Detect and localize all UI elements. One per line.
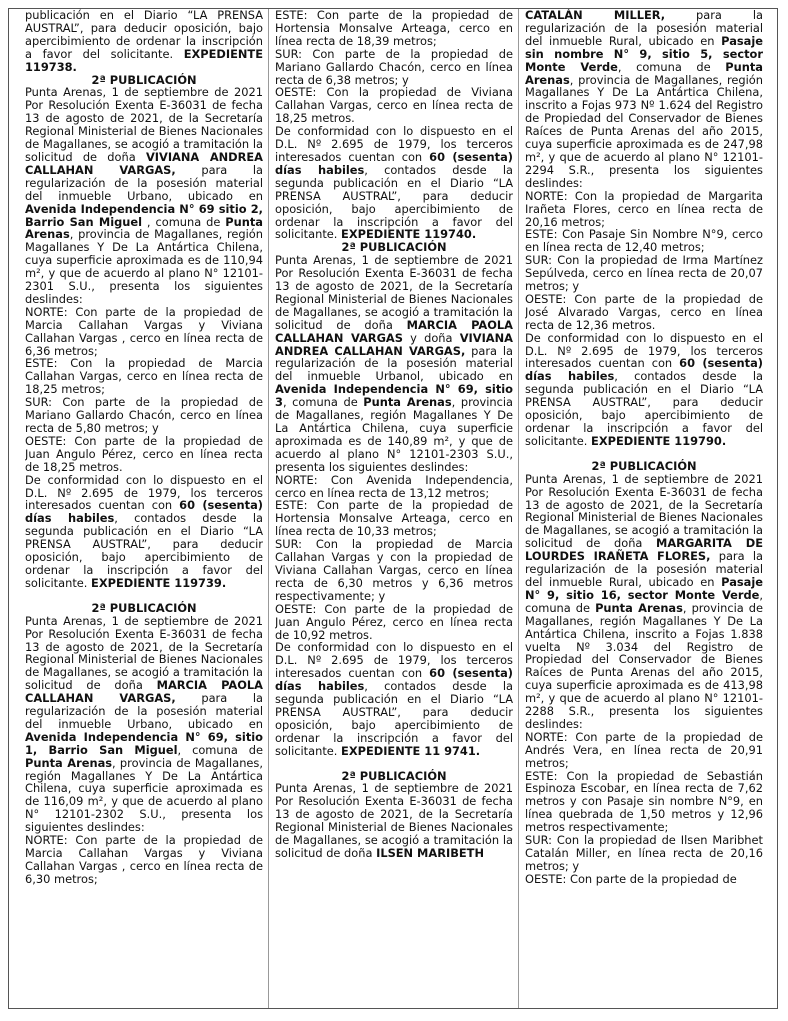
text-run: , comuna de — [617, 59, 726, 74]
text-run: OESTE: Con parte de la propiedad de Juan Angulo Pérez, cerco en línea recta de 18,25 metros. — [25, 433, 263, 474]
text-run: NORTE: Con parte de la propiedad de Marcia Callahan Vargas y Viviana Callahan Vargas , cerco en línea recta de 6,36 metros; — [25, 304, 263, 358]
bold-text: MARGARITA DE LOURDES IRAÑETA FLORES, — [525, 536, 763, 564]
text-run: publicación en el Diario “LA PRENSA AUSTRAL”, para deducir oposición, bajo apercibimiento de ordenar la inscripción a favor del solicitante. — [25, 9, 263, 61]
text-run: , provincia de Magallanes, región Magallanes Y De La Antártica Chilena, inscrito a Fojas 1.838 vuelta Nº 3.034 del Registro de Propiedad del Conservador de Bienes Raíces de Punta Arenas del año 2015, cuya superficie aproximada es de 413,98 m², y que de acuerdo al plano N° 12101-2288 S.R., presenta los siguientes deslindes: — [525, 600, 763, 731]
bold-text: 60 (sesenta) días habiles — [25, 498, 263, 526]
text-run: NORTE: Con la propiedad de Margarita Irañeta Flores, cerco en línea recta de 20,16 metros; — [525, 188, 763, 229]
bold-text: Pasaje N° 9, sitio 16, sector Monte Verde — [525, 574, 763, 602]
notice-paragraph — [275, 9, 513, 48]
notice-paragraph — [275, 603, 513, 642]
bold-text: EXPEDIENTE 11 9741. — [341, 743, 481, 758]
column-1 — [25, 9, 263, 886]
notice-paragraph — [525, 473, 763, 731]
text-run: para la regularización de la posesión material del inmueble Urbano, ubicado en — [25, 691, 263, 731]
text-run: SUR: Con la propiedad de Irma Martínez Sepúlveda, cerco en línea recta de 20,07 metros; y — [525, 253, 763, 294]
bold-text: Avenida Independencia N° 69, sitio 1, Barrio San Miguel — [25, 729, 263, 757]
text-run: para la regularización de la posesión material del inmueble Urbanol, ubicado en — [275, 343, 513, 384]
text-run: , provincia de Magallanes, región Magallanes Y De La Antártica Chilena, cuya superficie aproximada es de 140,89 m², y que de acuerdo al plano N° 12101-2303 S.U., presenta los siguientes deslindes: — [275, 395, 513, 474]
text-run: OESTE: Con parte de la propiedad de Juan Angulo Pérez, cerco en línea recta de 10,92 metros. — [275, 601, 513, 642]
column-3 — [525, 9, 763, 886]
notice-paragraph — [275, 86, 513, 125]
text-run: , provincia de Magallanes, región Magallanes Y De La Antártica Chilena, cuya superficie aproximada es de 110,94 m², y que de acuerdo al plano N° 12101-2301 S.U., presenta los siguientes deslindes: — [25, 227, 263, 306]
bold-text: MARCIA PAOLA CALLAHAN VARGAS, — [25, 678, 263, 706]
notice-paragraph — [275, 538, 513, 603]
bold-text: Punta Arenas — [525, 59, 763, 87]
bold-text: Avenida Independencia N° 69, sitio 3 — [275, 382, 513, 410]
bold-text: 60 (sesenta) días habiles — [275, 149, 513, 177]
notice-paragraph — [525, 293, 763, 332]
text-run: ESTE: Con la propiedad de Marcia Callahan Vargas, cerco en línea recta de 18,25 metros; — [25, 356, 263, 397]
text-run: NORTE: Con Avenida Independencia, cerco en línea recta de 13,12 metros; — [275, 472, 513, 500]
bold-text: MARCIA PAOLA CALLAHAN VARGAS — [275, 317, 513, 345]
text-run: Punta Arenas, 1 de septiembre de 2021 Por Resolución Exenta E-36031 de fecha 13 de agosto de 2021, de la Secretaría Regional Ministerial de Bienes Nacionales de Magallanes, se acogió a tramitación la solicitud de doña — [25, 85, 263, 164]
text-run: Punta Arenas, 1 de septiembre de 2021 Por Resolución Exenta E-36031 de fecha 13 de agosto de 2021, de la Secretaría Regional Ministerial de Bienes Nacionales de Magallanes, se acogió a tramitación la solicitud de doña — [275, 253, 513, 332]
notice-paragraph — [525, 228, 763, 254]
notice-paragraph — [25, 474, 263, 590]
text-run: Punta Arenas, 1 de septiembre de 2021 Por Resolución Exenta E-36031 de fecha 13 de agosto de 2021, de la Secretaría Regional Ministerial de Bienes Nacionales de Magallanes, se acogió a tramitación la solicitud de doña — [275, 781, 513, 860]
notice-paragraph — [525, 770, 763, 835]
text-run: , contados desde la segunda publicación en el Diario “LA PRENSA AUSTRAL”, para deducir oposición, bajo apercibimiento de ordenar la inscripción a favor del solicitante. — [525, 369, 763, 448]
bold-text: Punta Arenas — [25, 755, 113, 770]
text-run: Punta Arenas, 1 de septiembre de 2021 Por Resolución Exenta E-36031 de fecha 13 de agosto de 2021, de la Secretaría Regional Ministerial de Bienes Nacionales de Magallanes, se acogió a tramitación la solicitud de doña — [525, 471, 763, 551]
notice-paragraph — [25, 306, 263, 358]
text-run: , comuna de — [525, 587, 763, 615]
bold-text: Punta Arenas — [363, 395, 452, 410]
bold-text: EXPEDIENTE 119739. — [91, 575, 227, 590]
notice-paragraph — [25, 9, 263, 74]
notice-paragraph — [25, 86, 263, 305]
notice-paragraph — [525, 731, 763, 770]
notice-paragraph — [275, 499, 513, 538]
text-run: , comuna de — [282, 395, 364, 410]
notice-paragraph — [25, 396, 263, 435]
bold-text: 60 (sesenta) días habiles — [275, 666, 513, 694]
notice-heading: 2ª PUBLICACIÓN — [591, 458, 697, 473]
bold-text: Avenida Independencia N° 69 sitio 2, Barrio San Miguel — [25, 201, 263, 229]
bold-text: EXPEDIENTE 119740. — [341, 227, 477, 242]
notice-paragraph — [275, 125, 513, 241]
section-gap — [25, 590, 263, 602]
bold-text: EXPEDIENTE 119790. — [591, 433, 727, 448]
text-run: De conformidad con lo dispuesto en el D.L. Nº 2.695 de 1979, los terceros interesados cuentan con — [275, 640, 513, 681]
text-run: , contados desde la segunda publicación en el Diario “LA PRENSA AUSTRAL”, para deducir oposición, bajo apercibimiento de ordenar la inscripción a favor del solicitante. — [275, 679, 513, 758]
notice-heading: 2ª PUBLICACIÓN — [91, 72, 197, 87]
text-run: De conformidad con lo dispuesto en el D.L. Nº 2.695 de 1979, los terceros interesados cuentan con — [275, 124, 513, 164]
column-divider — [268, 9, 269, 1008]
text-run: SUR: Con la propiedad de Ilsen Maribhet Catalán Miller, en línea recta de 20,16 metros; y — [525, 833, 763, 873]
notice-paragraph — [275, 782, 513, 859]
notice-paragraph — [525, 190, 763, 229]
notice-paragraph — [25, 357, 263, 396]
text-run: SUR: Con parte de la propiedad de Mariano Gallardo Chacón, cerco en línea recta de 6,38 metros; y — [275, 46, 513, 87]
bold-text: Pasaje sin nombre N° 9, sitio 5, sector Monte Verde — [525, 33, 763, 74]
notice-paragraph — [525, 332, 763, 448]
text-run: , comuna de — [177, 742, 263, 757]
text-run: , contados desde la segunda publicación en el Diario “LA PRENSA AUSTRAL”, para deducir oposición, bajo apercibimiento de ordenar la inscripción a favor del solicitante. — [25, 511, 263, 590]
text-run: ESTE: Con la propiedad de Sebastián Espinoza Escobar, en línea recta de 7,62 metros y con Pasaje sin nombre N°9, en línea quebrada de 1,50 metros y 12,96 metros respectivamente; — [525, 768, 763, 835]
notice-paragraph — [275, 474, 513, 500]
column-2 — [275, 9, 513, 860]
text-run: y doña — [402, 330, 460, 345]
text-run: , comuna de — [142, 214, 226, 229]
text-run: ESTE: Con parte de la propiedad de Hortensia Monsalve Arteaga, cerco en línea recta de 18,39 metros; — [275, 9, 513, 48]
text-run: OESTE: Con parte de la propiedad de José Alvarado Vargas, cerco en línea recta de 12,36 metros. — [525, 291, 763, 332]
notice-paragraph — [525, 9, 763, 190]
notice-paragraph — [275, 641, 513, 757]
notice-heading: 2ª PUBLICACIÓN — [91, 600, 197, 615]
text-run: , provincia de Magallanes, región Magallanes Y De La Antártica Chilena, inscrito a Fojas 973 Nº 1.624 del Registro de Propiedad del Conservador de Bienes Raíces de Punta Arenas del año 2015, cuya superficie aproximada es de 247,98 m², y que de acuerdo al plano N° 12101-2294 S.R., presenta los siguientes deslindes: — [525, 72, 763, 190]
column-divider — [518, 9, 519, 1008]
notice-paragraph — [25, 834, 263, 886]
bold-text: ILSEN MARIBETH — [376, 846, 484, 860]
text-run: para la regularización de la posesión material del inmueble Urbano, ubicado en — [25, 162, 263, 203]
text-run: De conformidad con lo dispuesto en el D.L. Nº 2.695 de 1979, los terceros interesados cuentan con — [25, 472, 263, 513]
text-run: , provincia de Magallanes, región Magallanes Y De La Antártica Chilena, cuya superficie aproximada es de 116,09 m², y que de acuerdo al plano N° 12101-2302 S.U., presenta los siguientes deslindes: — [25, 755, 263, 835]
bold-text: VIVIANA ANDREA CALLAHAN VARGAS, — [25, 149, 263, 177]
text-run: OESTE: Con la propiedad de Viviana Callahan Vargas, cerco en línea recta de 18,25 metros. — [275, 85, 513, 126]
text-run: , contados desde la segunda publicación en el Diario “LA PRENSA AUSTRAL”, para deducir oposición, bajo apercibimiento de ordenar la inscripción a favor del solicitante. — [275, 162, 513, 242]
bold-text: CATALÁN MILLER, — [525, 9, 666, 22]
text-run: NORTE: Con parte de la propiedad de Marcia Callahan Vargas y Viviana Callahan Vargas , cerco en línea recta de 6,30 metros; — [25, 833, 263, 886]
notice-paragraph — [25, 435, 263, 474]
notice-paragraph — [525, 254, 763, 293]
text-run: para la regularización de la posesión material del inmueble Rural, ubicado en — [525, 9, 763, 48]
bold-text: VIVIANA ANDREA CALLAHAN VARGAS, — [275, 330, 513, 358]
notice-heading: 2ª PUBLICACIÓN — [341, 768, 447, 783]
bold-text: Punta Arenas — [25, 214, 263, 242]
text-run: ESTE: Con Pasaje Sin Nombre N°9, cerco en línea recta de 12,40 metros; — [525, 227, 763, 255]
notice-paragraph — [275, 254, 513, 473]
text-run: para la regularización de la posesión material del inmueble Rural, ubicado en — [525, 549, 763, 589]
text-run: ESTE: Con parte de la propiedad de Hortensia Monsalve Arteaga, cerco en línea recta de 10,33 metros; — [275, 498, 513, 539]
section-gap — [275, 758, 513, 770]
text-run: SUR: Con parte de la propiedad de Mariano Gallardo Chacón, cerco en línea recta de 5,80 metros; y — [25, 395, 263, 435]
text-run: NORTE: Con parte de la propiedad de Andrés Vera, en línea recta de 20,91 metros; — [525, 729, 763, 770]
notice-paragraph — [25, 615, 263, 834]
notice-heading: 2ª PUBLICACIÓN — [341, 240, 447, 255]
notices-page — [8, 8, 778, 1009]
notice-paragraph — [275, 48, 513, 87]
text-run: SUR: Con la propiedad de Marcia Callahan Vargas y con la propiedad de Viviana Callahan Vargas, cerco en línea recta de 6,30 metros y 6,36 metros respectivamente; y — [275, 537, 513, 603]
bold-text: 60 (sesenta) días habiles — [525, 356, 763, 384]
text-run: De conformidad con lo dispuesto en el D.L. Nº 2.695 de 1979, los terceros interesados cuentan con — [525, 330, 763, 371]
notice-paragraph — [525, 873, 763, 886]
notice-paragraph — [525, 834, 763, 873]
text-run: Punta Arenas, 1 de septiembre de 2021 Por Resolución Exenta E-36031 de fecha 13 de agosto de 2021, de la Secretaría Regional Ministerial de Bienes Nacionales de Magallanes, se acogió a tramitación la solicitud de doña — [25, 613, 263, 693]
bold-text: Punta Arenas — [595, 600, 683, 615]
text-run: OESTE: Con parte de la propiedad de — [525, 871, 737, 886]
bold-text: EXPEDIENTE 119738. — [25, 46, 263, 74]
section-gap — [525, 448, 763, 460]
